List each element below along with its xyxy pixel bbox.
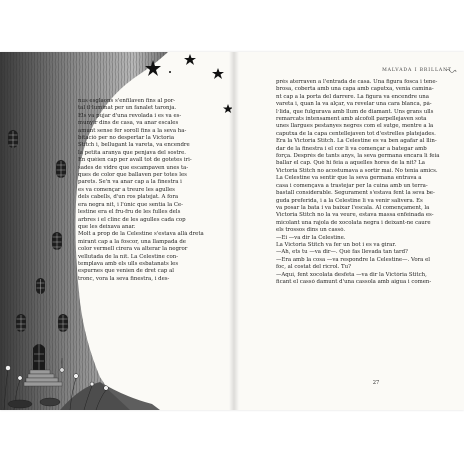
text-line: prés aterraven a l'entrada de casa. Una figura fosca i tene- bbox=[276, 79, 438, 85]
text-line: amunt sense fer soroll fins a la seva ha- bbox=[78, 127, 187, 134]
text-line: ficant el cassó damunt d'una cassola amb aigua i comen- bbox=[276, 278, 432, 285]
text-line: munyir dins de casa, va anar escales bbox=[78, 120, 179, 127]
left-page bbox=[0, 52, 232, 410]
tree-window bbox=[56, 160, 66, 178]
text-line: Victoria Stitch no acostumava a sortir mai. No tenia amics. bbox=[276, 167, 438, 174]
text-line: Victoria Stitch no la va veure, estava massa enfeinada es- bbox=[276, 212, 434, 219]
right-page bbox=[236, 52, 464, 410]
text-line: —Era amb la cosa —va respondre la Celestine—. Vora el bbox=[276, 256, 431, 263]
text-line: Stitch i, bellugant la vareta, va encendre bbox=[78, 142, 190, 149]
text-line: nus esglaons s'enfilaven fins al por- bbox=[78, 98, 176, 104]
text-line: dar de la finestra i el cor li va començar a bategar amb bbox=[276, 145, 427, 152]
text-line: tronc, vora la seva finestra, i des- bbox=[78, 275, 170, 282]
text-line: Era la Victoria Stitch. La Celestine es va ben agafar al llin- bbox=[276, 138, 437, 145]
text-line: —Aquí, fent xocolata desfeta —va dir la Victòria Stitch, bbox=[276, 271, 427, 278]
text-line: va posar la bata i va baixar l'escala. Al començament, la bbox=[276, 204, 430, 211]
star-icon bbox=[184, 54, 196, 65]
text-line: els trossos dins un cassó. bbox=[276, 227, 346, 234]
text-line: —Ei —va dir la Celestine. bbox=[276, 234, 346, 241]
tree-window bbox=[16, 314, 26, 332]
text-line: unes llargues pestanyes negres com el sutge, mentre a la bbox=[276, 123, 434, 130]
tree-door bbox=[33, 344, 45, 370]
text-line: guda preferida, i a la Celestine li va venir salivera. Es bbox=[276, 197, 423, 204]
tree-window bbox=[8, 130, 18, 148]
text-line: micolant una rajola de xocolata negra i deixant-ne caure bbox=[276, 219, 431, 226]
text-line: era negra nit, i l'únic que sentia la Ce- bbox=[78, 201, 184, 208]
page-number: 27 bbox=[372, 380, 380, 386]
text-line: ques de color que ballaven per totes les bbox=[78, 172, 187, 179]
left-page-text bbox=[78, 98, 220, 283]
text-line: mirant cap a la foscor, una llampada de bbox=[78, 238, 186, 245]
text-line: La Victoria Stitch va fer un bot i es va girar. bbox=[276, 241, 397, 248]
text-line: dels cabells, d'un ros platejat. A fora bbox=[78, 194, 179, 201]
running-header: MALVADA I BRILLANT bbox=[382, 68, 452, 73]
text-line: La Celestine va sentir que la seva germana entrava a bbox=[276, 175, 422, 182]
text-line: casa i començava a trastejar per la cuina amb un terra- bbox=[276, 182, 428, 189]
text-line: color vermell cirera va alterar la negror bbox=[78, 246, 188, 253]
text-line: caputxa de la capa centellejaven tot d'estrelles platejades. bbox=[276, 130, 436, 137]
text-line: En quèien cap per avall tot de gotetes iri- bbox=[78, 157, 192, 164]
text-line: arbres i el clinc de les agulles cada cop bbox=[78, 216, 186, 223]
text-line: templava amb els ulls esbatanats les bbox=[78, 260, 179, 267]
right-page-text bbox=[276, 79, 454, 286]
text-line: força. Després de tants anys, la seva germana encara li feia bbox=[276, 153, 440, 160]
text-line: foc, al costat del ricrol. Tu? bbox=[276, 264, 351, 271]
text-line: sades de vidre que escampaven unes ta- bbox=[78, 164, 189, 171]
text-line: —Ah, ets tu —va dir—. Què fas llevada tan tard? bbox=[276, 249, 408, 256]
tree-window bbox=[52, 232, 62, 250]
text-line: parets. Se'n va anar cap a la finestra i bbox=[78, 179, 182, 186]
text-line: espurnes que venien de dret cap al bbox=[78, 268, 175, 275]
text-line: bastall considerable. Segurament s'estava fent la seva be- bbox=[276, 190, 435, 197]
text-line: brosa, coberta amb una capa amb caputxa, venia camina- bbox=[276, 86, 434, 93]
text-line: que les deixava anar. bbox=[78, 223, 136, 230]
text-line: Molt a prop de la Celestine s'estava allà dreta bbox=[78, 231, 204, 238]
text-line: nt cap a la porta del darrere. La figura va encendre una bbox=[276, 93, 429, 100]
text-line: vellutada de la nit. La Celestine con- bbox=[78, 253, 179, 260]
text-line: lestine era el fru-fru de les fulles dels bbox=[78, 209, 181, 216]
text-line: ballar el cap. Què hi feia a aquelles hores de la nit? La bbox=[276, 160, 425, 167]
text-line: la petita aranya que penjava del sostre. bbox=[78, 149, 187, 156]
flourish-icon bbox=[445, 67, 457, 74]
text-line: vareta i, quan la va alçar, va revelar una cara blanca, pà- bbox=[276, 101, 432, 108]
text-line: es va començar a treure les agulles bbox=[78, 186, 175, 193]
text-line: tal il·luminat per un fanalet taronja. bbox=[78, 105, 177, 112]
tree-window bbox=[36, 278, 45, 294]
tree-window bbox=[58, 314, 68, 332]
text-line: Els va pujar d'una revolada i es va es- bbox=[78, 112, 182, 119]
star-icon bbox=[212, 68, 224, 79]
text-line: remarcats intensament amb alcofoll parpellejaven sota bbox=[276, 116, 427, 123]
text-line: l·lida, que fulgurava amb llum de diamant. Uns grans ulls bbox=[276, 108, 434, 115]
text-line: bitació per no despertar la Victoria bbox=[78, 135, 175, 142]
star-dot bbox=[169, 71, 171, 73]
